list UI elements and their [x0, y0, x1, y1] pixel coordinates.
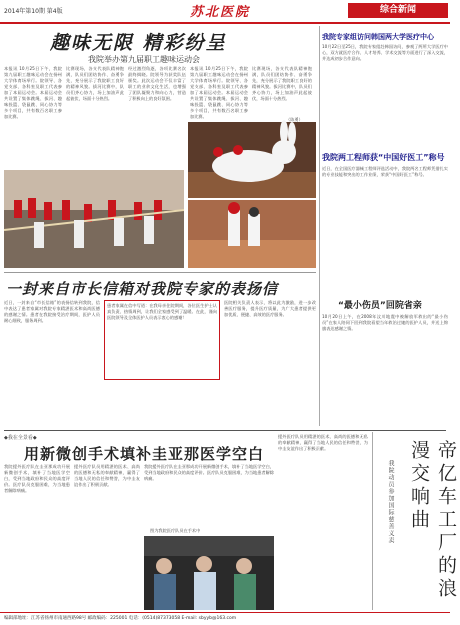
- letter-headline: 一封来自市长信箱对我院专家的表扬信: [6, 280, 279, 298]
- factory-symphony-headline: 帝亿车工厂的浪漫交响曲: [408, 440, 457, 601]
- relay-illustration: [188, 200, 316, 268]
- guyana-col-2: 援外医疗队员用精湛的医术、高尚的医德和无私的奉献精神，赢得了当地人民的信任和赞誉，为中圭友谊作出了积极贡献。: [74, 464, 140, 487]
- surgery-photo: [144, 536, 274, 610]
- column-tag: ◆我在全景看◆: [4, 435, 37, 441]
- bottom-rule: [4, 430, 446, 431]
- factory-symphony-subtitle: 我院动员参加国际慈善义卖: [387, 460, 394, 544]
- lead-col-4: 本报讯 10月25日下午，我院第九届职工趣味运动会在扬州大学体育场举行。院领导、各党支部、各科室及职工代表参加了本届运动会。本届运动会共设置了集体跳绳、拔河、趣味投篮、袋鼠跳、同心协力等多个项目，共有数百名职工参加比赛。: [190, 66, 248, 119]
- footer-info: 编辑部地址：江苏省扬州市南通西路98号 邮政编码：225001 电话：(0514)87373058 E-mail: sbyyb@163.com: [0, 612, 450, 625]
- guyana-col-3: 我院援外医疗队在圭亚那成功开展新微创手术，填补了当地医学空白，受到当地政府和民众的高度评价。医疗队员克服困难，为当地患者解除病痛。: [144, 464, 274, 481]
- tug-of-war-photo: [4, 170, 184, 268]
- lead-col-2: 比赛现场，各支代表队精神饱满，队员们团结协作、奋勇争先，充分展示了我院职工良好的精神风貌。拔河比赛中，队员们齐心协力，场上加油声此起彼伏，场面十分热烈。: [66, 66, 124, 101]
- lead-col-1: 本报讯 10月25日下午，我院第九届职工趣味运动会在扬州大学体育场举行。院领导、各党支部、各科室及职工代表参加了本届运动会。本届运动会共设置了集体跳绳、拔河、趣味投篮、袋鼠跳、同心协力等多个项目，共有数百名职工参加比赛。: [4, 66, 62, 119]
- lead-subtitle: 我院举办第九届职工趣味运动会: [88, 55, 200, 64]
- guyana-col-4: 援外医疗队员用精湛的医术、高尚的医德和无私的奉献精神，赢得了当地人民的信任和赞誉，为中圭友谊作出了积极贡献。: [278, 434, 368, 451]
- surgery-illustration: [144, 536, 274, 610]
- lead-col-5: 比赛现场，各支代表队精神饱满，队员们团结协作、奋勇争先，充分展示了我院职工良好的精神风貌。拔河比赛中，队员们齐心协力，场上加油声此起彼伏，场面十分热烈。: [252, 66, 312, 101]
- letter-quote-box: 患者家属在信中写道：在我母亲住院期间，各位医生护士认真负责、热情周到，让我们全家感受到了温暖。在此，谨向医院领导及全体医护人员表示衷心的感谢！: [104, 300, 220, 380]
- engineer-award-headline: 我院两工程师获“中国好医工”称号: [322, 153, 445, 162]
- guyana-headline: 用新微创手术填补圭亚那医学空白: [24, 445, 265, 463]
- letter-col-1: 近日，一封来自“市长信箱”的表扬信转到我院，信中表达了患者家属对我院专家精湛医术和高尚医德的感谢之情。患者在我院接受治疗期间，医护人员耐心细致，服务周到。: [4, 300, 100, 323]
- column-divider: [319, 26, 320, 426]
- engineer-award-body: 近日，在全国医疗器械工程师评选活动中，我院两名工程师凭借扎实的专业技能和突出的工作业绩，荣获“中国好医工”称号。: [322, 166, 448, 177]
- guyana-photo-caption: 图为我院医疗队员在手术中: [150, 528, 201, 533]
- guyana-col-1: 我院援外医疗队在圭亚那成功开展新微创手术，填补了当地医学空白，受到当地政府和民众的高度评价。医疗队员克服困难，为当地患者解除病痛。: [4, 464, 70, 493]
- lead-col-3: 经过激烈角逐，各项比赛名次最终揭晓。院领导为获奖队伍颁奖。此次运动会不仅丰富了职工的业余文化生活，也增强了团队凝聚力和向心力，营造了积极向上的良好氛围。: [128, 66, 186, 101]
- tug-of-war-illustration: [4, 170, 184, 268]
- korea-visit-body: 10月22日至25日，我院专家组赴韩国访问，参观了两所大学医疗中心，双方就医疗合作、人才培养、学术交流等方面进行了深入交流，并达成初步合作意向。: [322, 44, 448, 61]
- korea-visit-headline: 我院专家组访问韩国两大学医疗中心: [322, 33, 434, 41]
- lead-byline: （陈勇）: [286, 117, 303, 122]
- smallest-patient-headline: “最小伤员”回院省亲: [338, 301, 422, 311]
- relay-race-photo: [188, 200, 316, 268]
- letter-col-3: 医院相关负责人表示，将以此为激励，进一步改善医疗服务，提升医疗质量，为广大患者提供更加优质、便捷、高效的医疗服务。: [224, 300, 316, 317]
- section-rule: [4, 272, 316, 273]
- lead-headline: 趣味无限 精彩纷呈: [50, 32, 227, 54]
- rabbit-costume-photo: [188, 122, 316, 198]
- issue-number: 2014年第10期 第4版: [4, 8, 63, 15]
- paper-name: 苏北医院: [190, 5, 251, 20]
- smallest-patient-body: 10月20日上午，在2008年汶川地震中被解放军救出的“最小伤员”在家人陪同下回到我院看望当年救治过她的医护人员，并送上锦旗表达感谢之情。: [322, 314, 448, 331]
- rabbit-illustration: [188, 122, 316, 198]
- section-tag: 综合新闻: [348, 3, 448, 18]
- bottom-divider: [372, 432, 373, 610]
